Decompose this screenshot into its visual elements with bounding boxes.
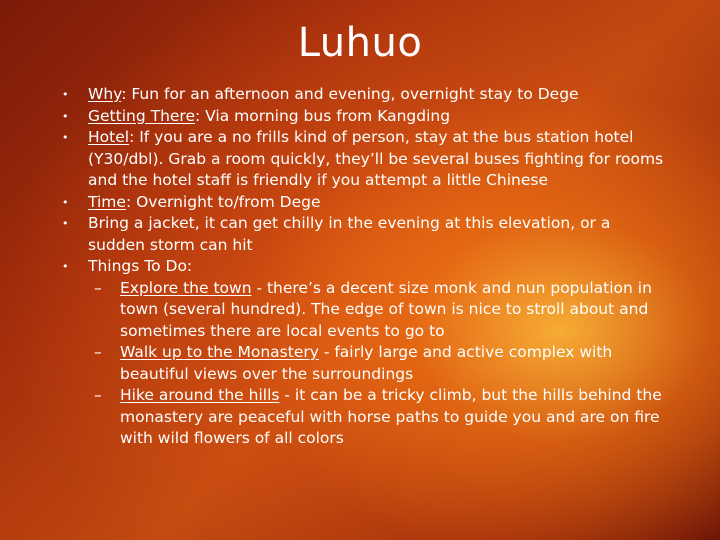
bullet-marker: • — [62, 131, 69, 144]
dash-marker: – — [94, 386, 102, 404]
bullet-text-why: : Fun for an afternoon and evening, overnight stay to Dege — [121, 85, 579, 103]
slide-body — [62, 84, 670, 450]
bullet-label-hotel: Hotel — [88, 128, 130, 146]
sub-text-hike: - it can be a tricky climb, but the hills behind the monastery are peaceful with horse paths to guide you and are on fire with wild flowers of all colors — [120, 386, 662, 447]
bullet-why — [62, 84, 670, 106]
bullet-hotel — [62, 127, 670, 192]
bullet-marker: • — [62, 260, 69, 273]
bullet-text-jacket: Bring a jacket, it can get chilly in the evening at this elevation, or a sudden storm can hit — [88, 214, 611, 254]
bullet-marker: • — [62, 88, 69, 101]
bullet-time — [62, 192, 670, 214]
bullet-text-time: : Overnight to/from Dege — [125, 192, 321, 211]
bullet-marker: • — [62, 217, 69, 230]
dash-marker: – — [94, 278, 102, 297]
bullet-text-getting-there: : Via morning bus from Kangding — [195, 106, 451, 125]
slide-title: Luhuo — [297, 20, 423, 66]
bullet-things-to-do — [62, 256, 670, 278]
bullet-marker: • — [62, 109, 69, 123]
bullet-label-time: Time — [88, 192, 126, 211]
bullet-marker: • — [62, 195, 69, 209]
bullet-text-things-to-do: Things To Do: — [88, 257, 193, 275]
bullet-text-hotel: : If you are a no frills kind of person, stay at the bus station hotel (Y30/dbl). Grab a room quickly, they’ll be several buses fighting for rooms and the hotel staff is friendly if you attempt a little Chinese — [88, 128, 664, 189]
sub-text-monastery: - fairly large and active complex with beautiful views over the surroundings — [120, 343, 613, 383]
sub-label-hike: Hike around the hills — [120, 386, 280, 404]
bullet-jacket — [62, 213, 670, 256]
sub-bullet-hike — [62, 385, 670, 450]
bullet-label-getting-there: Getting There — [88, 106, 195, 125]
sub-label-monastery: Walk up to the Monastery — [120, 343, 319, 361]
sub-label-explore: Explore the town — [120, 278, 252, 297]
sub-bullet-explore — [62, 278, 670, 343]
bullet-getting-there — [62, 106, 670, 128]
sub-text-explore: - there’s a decent size monk and nun population in town (several hundred). The edge of town is nice to stroll about and sometimes there are local events to go to — [120, 278, 652, 340]
dash-marker: – — [94, 343, 102, 361]
sub-bullet-monastery — [62, 342, 670, 385]
bullet-label-why: Why — [88, 85, 122, 103]
